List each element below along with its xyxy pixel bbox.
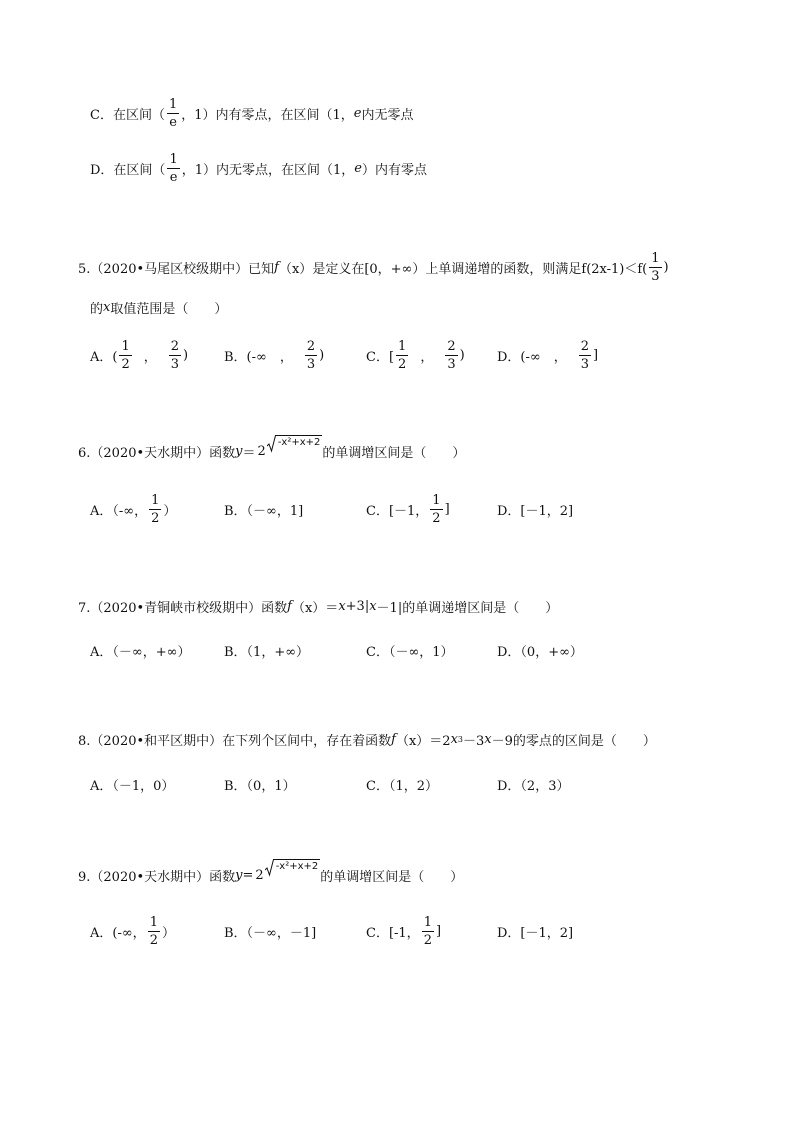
- var-x: x: [338, 599, 346, 614]
- radical-sign-icon: [267, 435, 276, 453]
- fraction: $\frac{2}{3}$: [170, 339, 180, 372]
- q6-option-d: [497, 500, 573, 519]
- text: C．（－∞，1）: [366, 645, 454, 660]
- text: A．(: [90, 350, 118, 365]
- text: C．在区间（: [90, 108, 165, 123]
- text: A．（－∞，+∞）: [90, 645, 191, 660]
- text: ): [663, 260, 669, 275]
- q8-option-c: [366, 775, 438, 794]
- q8-option-d: [497, 775, 569, 794]
- sqrt-exponent: -x²+x+2: [267, 435, 323, 453]
- text: 的单调增区间是（ ）: [322, 446, 466, 461]
- q6-option-c: [366, 494, 450, 525]
- q9-option-b: [224, 922, 316, 941]
- q8-stem: [78, 730, 656, 749]
- var-x: x: [450, 732, 458, 747]
- text: 5.（2020•马尾区校级期中）已知: [78, 262, 275, 277]
- q6-option-a: [90, 494, 176, 525]
- var-f: f: [274, 260, 279, 275]
- text: +3|: [345, 599, 370, 614]
- var-y: y: [235, 868, 243, 883]
- text: B．（0，1）: [224, 779, 296, 794]
- text: C．（1，2）: [366, 779, 438, 794]
- q5-option-c: [366, 340, 465, 371]
- text: D．(-∞ ，: [497, 350, 567, 365]
- q9-option-c: [366, 916, 441, 947]
- text: ，: [420, 350, 434, 365]
- q5-option-d: [497, 340, 598, 371]
- q7-stem: [78, 597, 558, 616]
- fraction: $\frac{2}{3}$: [447, 339, 456, 372]
- text: C．[-1，: [366, 926, 420, 941]
- text: 取值范围是（ ）: [110, 302, 228, 317]
- text: 2: [257, 444, 266, 459]
- text: A．（－1，0）: [90, 779, 175, 794]
- text: 的单调增区间是（ ）: [320, 870, 464, 885]
- text: －3: [463, 734, 485, 749]
- fraction: $\frac{1}{e}$: [168, 97, 178, 130]
- fraction: $\frac{1}{2}$: [149, 915, 158, 948]
- var-x: x: [369, 599, 377, 614]
- fraction: $\frac{1}{2}$: [398, 339, 407, 372]
- text: B．(-∞ ，: [224, 350, 293, 365]
- text: A．(-∞，: [90, 926, 146, 941]
- text: ＝: [242, 446, 256, 461]
- q9-option-d: [497, 922, 573, 941]
- text: ): [459, 348, 465, 363]
- text: ）: [161, 926, 175, 941]
- q8-option-a: [90, 775, 174, 794]
- text: ]: [593, 348, 599, 363]
- q7-option-b: [224, 641, 309, 660]
- text: =: [242, 868, 254, 883]
- var-e: e: [354, 161, 362, 176]
- text: －1|的单调递增区间是（ ）: [376, 601, 559, 616]
- q7-option-a: [90, 641, 190, 660]
- text: B．（－∞，－1]: [224, 926, 317, 941]
- text: ，1）内无零点，在区间（1，: [181, 163, 355, 178]
- q6-option-b: [224, 500, 303, 519]
- text: 的: [90, 302, 104, 317]
- text: ，: [143, 350, 157, 365]
- text: （x）＝2: [395, 734, 451, 749]
- text: ，1）内有零点，在区间（1，: [181, 108, 354, 123]
- var-e: e: [353, 106, 362, 121]
- text: 7.（2020•青铜峡市校级期中）函数: [78, 601, 288, 616]
- text: ): [183, 348, 189, 363]
- text: 9.（2020•天水期中）函数: [78, 870, 236, 885]
- text: B．（－∞，1]: [224, 504, 304, 519]
- var-x: x: [103, 300, 111, 315]
- text: A．（-∞，: [90, 504, 148, 519]
- text: D．[－1，2]: [497, 504, 574, 519]
- q5-stem-line2: [90, 298, 227, 317]
- fraction: $\frac{1}{2}$: [121, 339, 130, 372]
- text: 8.（2020•和平区期中）在下列个区间中，存在着函数: [78, 734, 392, 749]
- var-y: y: [235, 444, 243, 459]
- q9-stem: [78, 860, 464, 885]
- fraction: $\frac{1}{2}$: [432, 493, 441, 526]
- text: B．（1，+∞）: [224, 645, 310, 660]
- text: D．[－1，2]: [497, 926, 574, 941]
- fraction: $\frac{1}{3}$: [651, 251, 660, 284]
- var-f: f: [391, 732, 396, 747]
- fraction: $\frac{2}{3}$: [580, 339, 589, 372]
- q4-option-d: [90, 153, 427, 184]
- text: （x）: [278, 262, 313, 277]
- text: ）内有零点: [361, 163, 427, 178]
- fraction: $\frac{1}{2}$: [423, 915, 432, 948]
- text: ): [319, 348, 325, 363]
- text: C．[: [366, 350, 395, 365]
- q6-stem: [78, 436, 466, 461]
- text: －9的零点的区间是（ ）: [491, 734, 656, 749]
- q8-option-b: [224, 775, 296, 794]
- exponent: 3: [457, 735, 464, 744]
- text: D．（0，+∞）: [497, 645, 583, 660]
- q5-stem: [78, 252, 669, 283]
- fraction: $\frac{1}{e}$: [169, 152, 178, 185]
- radical-sign-icon: [265, 859, 274, 877]
- text: D．在区间（: [90, 163, 166, 178]
- var-f: f: [287, 599, 292, 614]
- text: （x）＝: [291, 601, 339, 616]
- text: ]: [444, 502, 450, 517]
- text: ）: [163, 504, 177, 519]
- q4-option-c: [90, 98, 414, 129]
- text: ]: [435, 924, 442, 939]
- q5-option-b: [224, 340, 324, 371]
- q5-option-a: [90, 340, 188, 371]
- text: 2: [255, 868, 264, 883]
- text: 是定义在[0，+∞）上单调递增的函数，则满足f(2x-1)＜f(: [312, 262, 648, 277]
- q9-option-a: [90, 916, 175, 947]
- var-x: x: [484, 732, 492, 747]
- sqrt-exponent: -x²+x+2: [265, 859, 321, 877]
- text: 内无零点: [361, 108, 414, 123]
- fraction: $\frac{2}{3}$: [306, 339, 316, 372]
- text: D．（2，3）: [497, 779, 570, 794]
- q7-option-d: [497, 641, 583, 660]
- text: 6.（2020•天水期中）函数: [78, 446, 236, 461]
- fraction: $\frac{1}{2}$: [151, 493, 160, 526]
- q7-option-c: [366, 641, 454, 660]
- text: C．[－1，: [366, 504, 429, 519]
